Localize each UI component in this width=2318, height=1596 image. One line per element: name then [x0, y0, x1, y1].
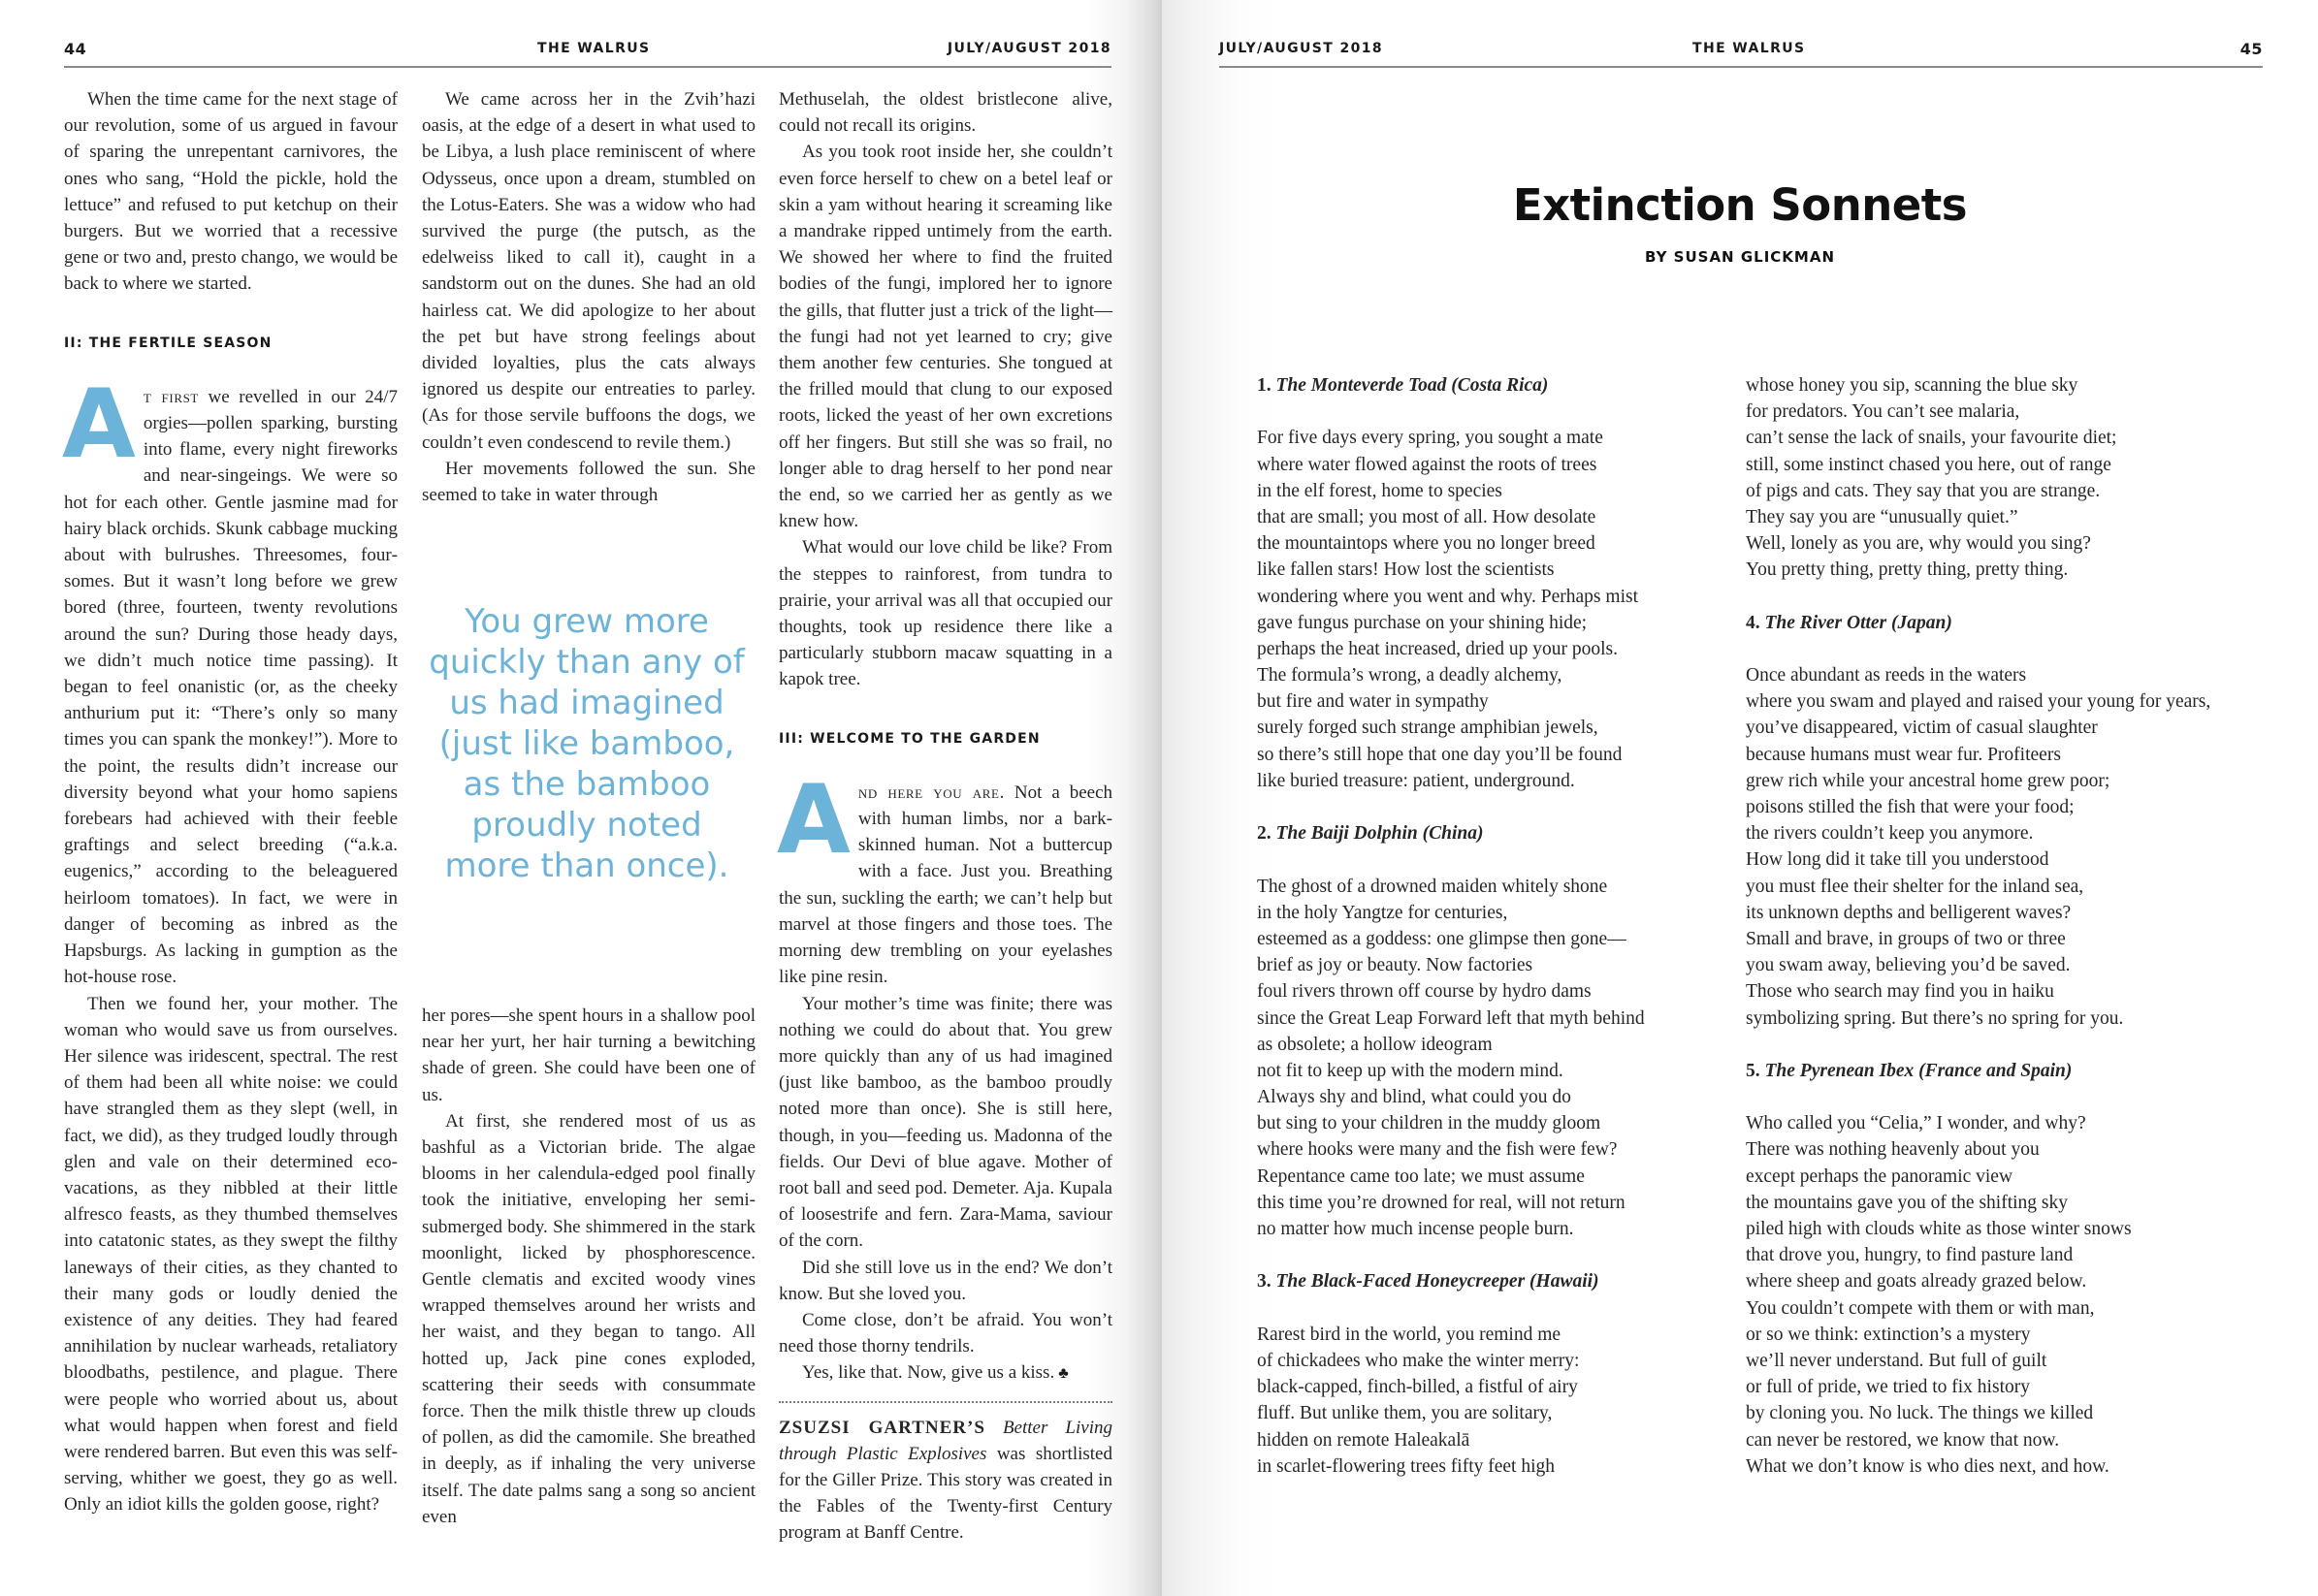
poem-line: in the holy Yangtze for centuries, [1257, 902, 1508, 923]
poem-line: still, some instinct chased you here, out of range [1746, 454, 2111, 475]
bio-text: was shortlisted for the Giller Prize. This story was created in the Fables of the Twenty-first Century program at Banff Centre. [779, 1443, 1112, 1544]
poem-name: The Black-Faced Honeycreeper (Hawaii) [1275, 1271, 1599, 1293]
poem-line: this time you’re drowned for real, will not return [1257, 1192, 1626, 1213]
poem-line: foul rivers thrown off course by hydro dams [1257, 981, 1592, 1003]
paragraph-text: Not a beech with human limbs, nor a bark-skinned human. Not a buttercup with a face. Just you. Breathing the sun, suckling the earth; we can’t help but marvel at those fingers and those toes. The morning dew trembling on your eyelashes like pine resin. [779, 782, 1113, 988]
poem-line: of chickadees who make the winter merry: [1257, 1350, 1580, 1371]
lead-in: t first [143, 386, 199, 407]
poem-line: Repentance came too late; we must assume [1257, 1165, 1585, 1187]
poem-line: where water flowed against the roots of trees [1257, 454, 1597, 475]
poem-line: grew rich while your ancestral home grew poor; [1746, 770, 2110, 791]
paragraph: At first, she rendered most of us as bashful as a Victorian bride. The algae blooms in her calendula-edged pool finally took the initiative, enveloping her semi-submerged body. She shimmered in the stark moonlight, licked by phosphorescence. Gentle clematis and excited woody vines wrapped themselves around her wrists and her waist, and they began to tango. All hotted up, Jack pine cones exploded, scattering their seeds with consummate force. Then the milk thistle threw up clouds of pollen, as did the camomile. She breathed in deeply, as if inhaling the very universe itself. The date palms sang a song so ancient even [422, 1110, 756, 1527]
story-column-3 [779, 86, 1112, 1547]
poem-line: What we don’t know is who dies next, and how. [1746, 1455, 2109, 1477]
pull-quote: You grew more quickly than any of us had imagined (just like bamboo, as the bamboo proudly noted more than once). [429, 602, 745, 885]
poem-line: Rarest bird in the world, you remind me [1257, 1324, 1561, 1345]
magazine-name: THE WALRUS [537, 41, 651, 56]
poem-name: The Monteverde Toad (Costa Rica) [1275, 375, 1549, 396]
poem-number: 1. [1257, 375, 1272, 396]
poem-line: piled high with clouds white as those winter snows [1746, 1219, 2132, 1239]
poem-line: no matter how much incense people burn. [1257, 1219, 1574, 1239]
poem-line: black-capped, finch-billed, a fistful of airy [1257, 1377, 1578, 1398]
poem-line: you must flee their shelter for the inland sea, [1746, 876, 2084, 897]
poem-line: where hooks were many and the fish were few? [1257, 1139, 1618, 1161]
poem-line: we’ll never understand. But full of guilt [1746, 1350, 2047, 1371]
poem-line: the rivers couldn’t keep you anymore. [1746, 823, 2034, 845]
closing-text: Yes, like that. Now, give us a kiss. [802, 1362, 1055, 1384]
poem-line: Those who search may find you in haiku [1746, 981, 2054, 1003]
dropcap-paragraph [777, 764, 1113, 991]
section-heading: II: THE FERTILE SEASON [64, 335, 273, 351]
poem-line: the mountains gave you of the shifting sky [1746, 1192, 2068, 1213]
poem-line: Who called you “Celia,” I wonder, and why? [1746, 1113, 2086, 1134]
poem-line: but sing to your children in the muddy gloom [1257, 1113, 1601, 1134]
poem-line: You couldn’t compete with them or with man, [1746, 1297, 2095, 1319]
poem-line: symbolizing spring. But there’s no spring for you. [1746, 1007, 2124, 1029]
byline: BY SUSAN GLICKMAN [1644, 248, 1836, 266]
paragraph: her pores—she spent hours in a shallow pool near her yurt, her hair turning a bewitching shade of green. She could have been one of us. [422, 1005, 756, 1105]
poem-line: perhaps the heat increased, dried up your pools. [1257, 638, 1619, 659]
paragraph: Methuselah, the oldest bristlecone alive, could not recall its origins. [779, 89, 1112, 137]
poem-line: esteemed as a goddess: one glimpse then gone— [1257, 928, 1626, 949]
poem-line: since the Great Leap Forward left that myth behind [1257, 1007, 1645, 1029]
poem-line: The formula’s wrong, a deadly alchemy, [1257, 665, 1562, 686]
poem-line: whose honey you sip, scanning the blue sky [1746, 375, 2078, 396]
closing-paragraph [779, 1359, 1112, 1387]
poem-name: The Baiji Dolphin (China) [1275, 823, 1484, 845]
bio-book-title: Better Living through Plastic Explosives [779, 1417, 1112, 1464]
header-rule [64, 66, 1111, 68]
paragraph: What would our love child be like? From the steppes to rainforest, from tundra to prairie, your arrival was all that occupied our thoughts, took up residence there like a particularly stubborn macaw squatting in a kapok tree. [779, 537, 1112, 690]
poem-title [1257, 372, 1645, 399]
drop-cap: A [777, 764, 851, 876]
poem-line: They say you are “unusually quiet.” [1746, 506, 2018, 527]
author-bio [779, 1415, 1112, 1547]
poem-line: gave fungus purchase on your shining hide; [1257, 612, 1588, 633]
poem-line: not fit to keep up with the modern mind. [1257, 1060, 1563, 1081]
poem-number: 5. [1746, 1060, 1760, 1081]
poem-line: you’ve disappeared, victim of casual slaughter [1746, 718, 2098, 739]
poem-line: There was nothing heavenly about you [1746, 1139, 2040, 1161]
poem-line: Small and brave, in groups of two or three [1746, 928, 2066, 949]
poem-line: Well, lonely as you are, why would you sing? [1746, 533, 2091, 555]
poem-line: in the elf forest, home to species [1257, 480, 1502, 501]
header-rule [1219, 66, 2263, 68]
poem-line: for predators. You can’t see malaria, [1746, 401, 2020, 423]
lead-in: nd here you are. [857, 782, 1005, 803]
poem-line: like buried treasure: patient, underground. [1257, 770, 1575, 791]
paragraph: Come close, don’t be afraid. You won’t need those thorny tendrils. [779, 1309, 1112, 1357]
poem-line: poisons stilled the fish that were your food; [1746, 797, 2075, 817]
story-column-2-continued [422, 1003, 756, 1530]
story-column-1 [64, 86, 398, 1518]
section-heading: III: WELCOME TO THE GARDEN [779, 730, 1041, 747]
poem-line: that are small; you most of all. How desolate [1257, 506, 1596, 527]
article-title: Extinction Sonnets [1512, 179, 1968, 231]
poem-line: wondering where you went and why. Perhaps mist [1257, 586, 1638, 607]
paragraph-text: we revelled in our 24/7 orgies—pollen sparking, bursting into flame, every night fireworks and near-singeings. We were so hot for each other. Gentle jasmine mad for hairy black orchids. Skunk cabbage mucking about with bulrushes. Threesomes, foursomes. But it wasn’t long before we grew bored (three, fourteen, twenty revolutions around the sun? During those heady days, we didn’t much notice time passing). It began to feel onanistic (or, as the cheeky anthurium put it: “There’s only so many times you can spank the monkey!”). More to the point, the results didn’t increase our diversity beyond what your homo sapiens forebears had achieved with their feeble graftings and select breeding (“a.k.a. eugenics,” according to the beleaguered heirloom tomatoes). In fact, we were in danger of becoming as inbred as the Hapsburgs. As lacking in gumption as the hot-house rose. [64, 386, 398, 988]
poem-title [1746, 610, 2210, 636]
poem-line: or full of pride, we tried to fix history [1746, 1377, 2030, 1398]
page-number: 45 [2239, 40, 2263, 58]
dropcap-paragraph [62, 368, 398, 991]
poem-line: Always shy and blind, what could you do [1257, 1087, 1571, 1108]
poem-line: like fallen stars! How lost the scientists [1257, 559, 1555, 581]
poem-name: The River Otter (Japan) [1764, 612, 1952, 633]
poem-number: 3. [1257, 1271, 1272, 1293]
poem-line: or so we think: extinction’s a mystery [1746, 1324, 2031, 1345]
paragraph: When the time came for the next stage of our revolution, some of us argued in favour of sparing the unrepentant carnivores, the ones who sang, “Hold the pickle, hold the lettuce” and refused to put ketchup on their burgers. But we worried that a recessive gene or two and, presto chango, we would be back to where we started. [64, 89, 399, 295]
poem-title [1746, 1058, 2210, 1084]
poem-line: hidden on remote Haleakalā [1257, 1429, 1470, 1451]
poem-number: 4. [1746, 612, 1760, 633]
poems-column-2 [1746, 372, 2210, 1480]
poem-line: How long did it take till you understood [1746, 849, 2049, 871]
issue-date: JULY/AUGUST 2018 [947, 41, 1111, 56]
poem-line: can’t sense the lack of snails, your favourite diet; [1746, 428, 2117, 449]
poem-line: surely forged such strange amphibian jewels, [1257, 718, 1598, 739]
issue-date: JULY/AUGUST 2018 [1219, 41, 1384, 56]
poem-title [1257, 1268, 1645, 1294]
poem-line: that drove you, hungry, to find pasture land [1746, 1245, 2074, 1266]
paragraph: Then we found her, your mother. The woman who would save us from ourselves. Her silence was iridescent, spectral. The rest of them had been all white noise: we could have strangled them as they slept (well, in fact, we did), as they trudged loudly through glen and vale on their determined eco-vacations, as they nibbled at their little alfresco feasts, as they thumbed themselves into catatonic states, as they swept the filthy laneways of their cities, as they chanted to their many gods or loudly denied the existence of any deities. They had feared annihilation by nuclear warheads, retaliatory bloodbaths, pestilence, and plague. There were people who worried about us, about what would happen when forest and field were rendered barren. But even this was self-serving, whither we goest, they go as well. Only an idiot kills the golden goose, right? [64, 993, 398, 1516]
running-head-right [1219, 37, 2263, 66]
paragraph: We came across her in the Zvih’hazi oasis, at the edge of a desert in what used to be Libya, a lush place reminiscent of where Odysseus, once upon a dream, stumbled on the Lotus-Eaters. She was a widow who had survived the purge (the putsch, as the edelweiss liked to call it), caught in a sandstorm out on the dunes. She had an old hairless cat. We did apologize to her about the pet but have strong feelings about divided loyalties, plus the cats always ignored us despite our entreaties to parley. (As for those servile buffoons the dogs, we couldn’t even condescend to revile them.) [422, 89, 756, 453]
poem-line: where sheep and goats already grazed below. [1746, 1271, 2087, 1293]
poem-line: Once abundant as reeds in the waters [1746, 665, 2027, 686]
right-page [1162, 0, 2318, 1596]
poem-line: the mountaintops where you no longer breed [1257, 533, 1595, 555]
poem-line: For five days every spring, you sought a mate [1257, 428, 1603, 449]
poem-line: The ghost of a drowned maiden whitely shone [1257, 876, 1608, 897]
poem-line: can never be restored, we know that now. [1746, 1429, 2060, 1451]
poem-line: by cloning you. No luck. The things we killed [1746, 1403, 2094, 1424]
paragraph: As you took root inside her, she couldn’t even force herself to chew on a betel leaf or skin a yam without hearing it screaming like a mandrake ripped untimely from the earth. We showed her where to find the fruited bodies of the fungi, implored her to ignore the gills, that flutter just a trick of the light—the fungi had not yet learned to cry; give them another few centuries. She tongued at the frilled mould that clung to our exposed roots, licked the yeast of her own excretions off her fingers. But still she was so frail, no longer able to drag herself to her pond near the end, so we carried her as gently as we knew how. [779, 142, 1112, 532]
poem-line: except perhaps the panoramic view [1746, 1165, 2013, 1187]
poem-line: as obsolete; a hollow ideogram [1257, 1034, 1493, 1055]
poem-line: its unknown depths and belligerent waves? [1746, 902, 2072, 923]
end-mark-icon: ♣ [1058, 1365, 1069, 1383]
poem-line: You pretty thing, pretty thing, pretty thing. [1746, 559, 2069, 581]
poem-name: The Pyrenean Ibex (France and Spain) [1764, 1060, 2073, 1081]
poem-line: fluff. But unlike them, you are solitary, [1257, 1403, 1553, 1424]
paragraph: Your mother’s time was finite; there was nothing we could do about that. You grew more quickly than any of us had imagined (just like bamboo, as the bamboo proudly noted more than once). She is still here, though, in you—feeding us. Madonna of the fields. Our Devi of blue agave. Mother of root ball and seed pod. Demeter. Aja. Kupala of loosestrife and fern. Zara-Mama, saviour of the corn. [779, 993, 1112, 1252]
paragraph: Did she still love us in the end? We don’t know. But she loved you. [779, 1257, 1112, 1304]
poem-line: in scarlet-flowering trees fifty feet high [1257, 1455, 1556, 1477]
poem-line: of pigs and cats. They say that you are strange. [1746, 480, 2101, 501]
poem-number: 2. [1257, 823, 1272, 845]
paragraph: Her movements followed the sun. She seemed to take in water through [422, 458, 756, 506]
bio-author-name: ZSUZSI GARTNER’S [779, 1417, 985, 1438]
poem-line: brief as joy or beauty. Now factories [1257, 955, 1533, 976]
magazine-name: THE WALRUS [1692, 41, 1806, 56]
page-number: 44 [64, 40, 87, 58]
dotted-divider [779, 1401, 1112, 1403]
poem-line: you swam away, believing you’d be saved. [1746, 955, 2071, 976]
poem-title [1257, 820, 1645, 846]
running-head-left [64, 37, 1111, 66]
poem-line: but fire and water in sympathy [1257, 691, 1489, 713]
poem-line: because humans must wear fur. Profiteers [1746, 744, 2061, 765]
poem-line: so there’s still hope that one day you’ll be found [1257, 744, 1623, 765]
poem-line: where you swam and played and raised your young for years, [1746, 691, 2211, 713]
drop-cap: A [62, 368, 136, 480]
story-column-2 [422, 86, 756, 508]
poems-column-1 [1257, 372, 1645, 1480]
